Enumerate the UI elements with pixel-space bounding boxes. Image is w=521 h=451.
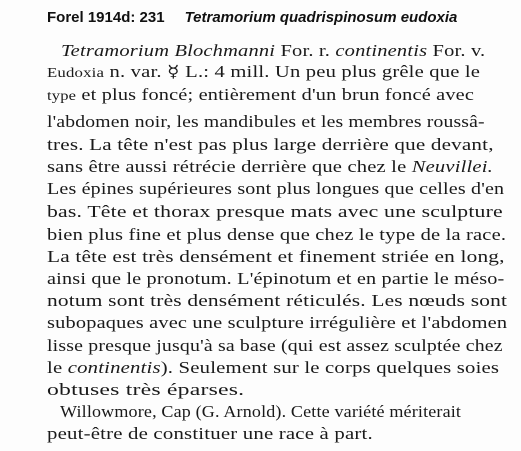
text-fragment: type	[47, 88, 77, 103]
text-fragment: et plus foncé; entièrement d'un brun foncé avec	[76, 85, 475, 104]
text-fragment: notum sont très densément réticulés. Les nœuds sont	[47, 291, 508, 310]
text-fragment: n. var. ☿ L.: 4 mill. Un peu plus grêle que le	[104, 62, 481, 81]
text-line	[47, 62, 480, 83]
text-line	[61, 41, 485, 61]
text-fragment: sans être aussi rétrécie derrière que chez le	[47, 157, 412, 176]
species-name: Tetramorium quadrispinosum eudoxia	[184, 9, 458, 26]
text-fragment: For. r.	[275, 41, 336, 60]
text-fragment: peut-être de constituer une race à part.	[47, 424, 373, 443]
text-line	[47, 336, 503, 356]
text-fragment: bien plus fine et plus dense que chez le type de la race.	[47, 225, 507, 244]
text-fragment: obtuses très éparses.	[47, 380, 245, 399]
text-line	[60, 402, 461, 422]
text-fragment: subopaques avec une sculpture irrégulière et l'abdomen	[47, 313, 508, 332]
text-line	[47, 85, 474, 106]
text-line	[47, 179, 504, 199]
text-line	[47, 358, 499, 378]
text-line	[47, 202, 503, 222]
text-line	[47, 157, 493, 177]
text-line	[47, 313, 507, 333]
text-fragment: Tetramorium Blochmanni	[61, 41, 276, 60]
text-fragment: La tête est très densément et finement striée en long,	[47, 247, 505, 266]
text-fragment: ). Seulement sur le corps quelques soies	[160, 358, 500, 377]
text-line	[47, 380, 244, 400]
text-fragment: Eudoxia	[47, 65, 105, 80]
text-fragment: Willowmore, Cap (G. Arnold). Cette variété mériterait	[60, 402, 462, 421]
text-line	[47, 247, 505, 267]
text-fragment: lisse presque jusqu'à sa base (qui est assez sculptée chez	[47, 336, 503, 355]
text-line	[47, 225, 506, 245]
text-fragment: tres. La tête n'est pas plus large derrière que devant,	[47, 135, 494, 154]
text-fragment: l'abdomen noir, les mandibules et les membres roussâ-	[47, 112, 485, 131]
text-fragment: continentis	[67, 358, 161, 377]
text-fragment: ainsi que le pronotum. L'épinotum et en partie le méso-	[47, 269, 505, 288]
text-line	[47, 424, 373, 444]
text-fragment: For. v.	[427, 41, 486, 60]
text-line	[47, 135, 494, 155]
text-fragment: bas. Tête et thorax presque mats avec une sculpture	[47, 202, 503, 221]
text-line	[47, 112, 485, 132]
reference-citation: Forel 1914d: 231	[47, 9, 165, 26]
text-line	[47, 269, 504, 289]
text-line	[47, 291, 507, 311]
text-fragment: Les épines supérieures sont plus longues que celles d'en	[47, 179, 505, 198]
text-fragment: le	[47, 358, 68, 377]
text-fragment: Neuvillei.	[411, 157, 493, 176]
text-fragment: continentis	[335, 41, 428, 60]
